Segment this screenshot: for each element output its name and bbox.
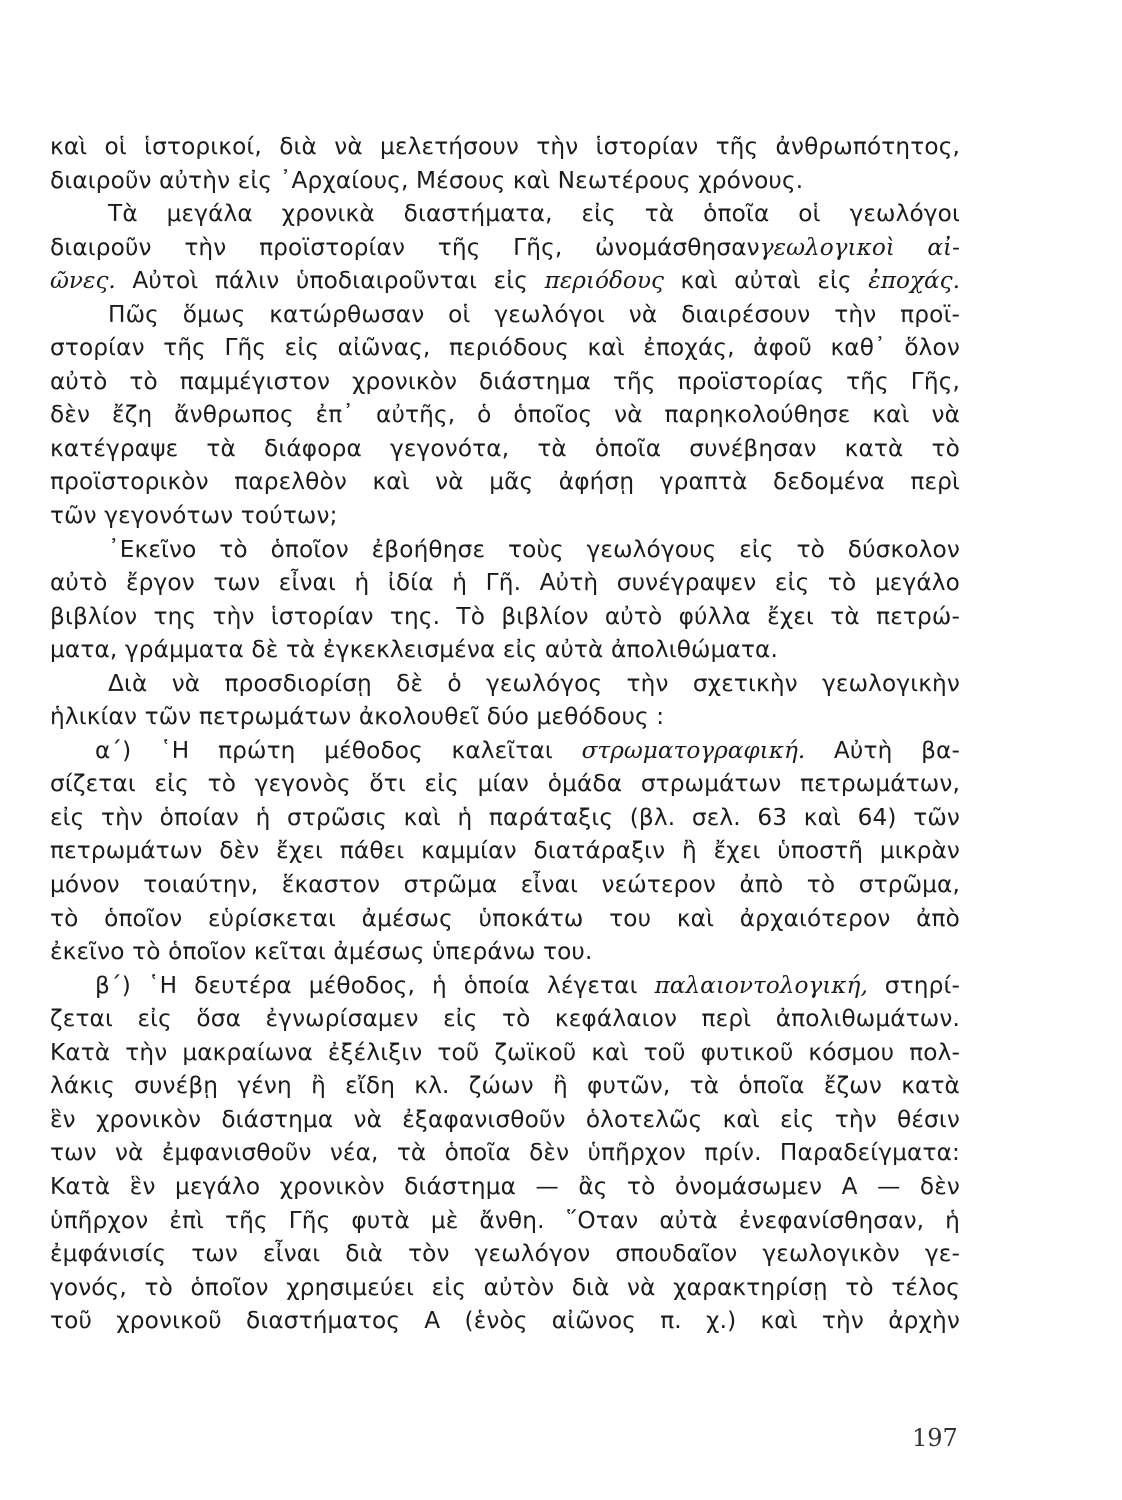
line-text: καὶ αὐταὶ εἰς xyxy=(663,267,869,295)
text-line xyxy=(50,1304,960,1338)
line-text: βιβλίον της τὴν ἱστορίαν της. Τὸ βιβλίον αὐτὸ φύλλα ἔχει τὰ πετρώ- xyxy=(50,602,960,630)
text-line xyxy=(50,902,960,936)
text-line xyxy=(50,667,960,701)
text-line xyxy=(50,1036,960,1070)
text-line xyxy=(50,801,960,835)
text-line xyxy=(50,834,960,868)
text-line xyxy=(50,633,960,667)
text-line xyxy=(50,935,960,969)
line-text: α΄) ῾Η πρώτη μέθοδος καλεῖται xyxy=(95,736,582,764)
text-line xyxy=(50,264,960,298)
text-line xyxy=(50,1237,960,1271)
text-line xyxy=(50,533,960,567)
page-text xyxy=(50,130,960,1338)
text-line xyxy=(50,1103,960,1137)
text-line xyxy=(50,465,960,499)
italic-term: περιόδους xyxy=(544,267,664,295)
line-text: στορίαν τῆς Γῆς εἰς αἰῶνας, περιόδους καὶ ἐποχάς, ἀφοῦ καθ᾿ ὅλον xyxy=(50,334,960,362)
text-line xyxy=(50,231,960,265)
text-line xyxy=(50,197,960,231)
line-text: τῶν γεγονότων τούτων; xyxy=(50,502,338,530)
italic-term: παλαιοντολογική, xyxy=(654,971,868,999)
text-line xyxy=(50,365,960,399)
text-line xyxy=(50,1271,960,1305)
text-line xyxy=(50,767,960,801)
line-text: ἐμφάνισίς των εἶναι διὰ τὸν γεωλόγον σπουδαῖον γεωλογικὸν γε- xyxy=(50,1240,960,1268)
text-line xyxy=(50,1136,960,1170)
line-text: ζεται εἰς ὅσα ἐγνωρίσαμεν εἰς τὸ κεφάλαιον περὶ ἀπολιθωμάτων. xyxy=(50,1005,960,1033)
line-text: Τὰ μεγάλα χρονικὰ διαστήματα, εἰς τὰ ὁποῖα οἱ γεωλόγοι xyxy=(108,200,960,228)
line-text: διαιροῦν τὴν προϊστορίαν τῆς Γῆς, ὠνομάσθησαν xyxy=(50,233,760,261)
line-text: ματα, γράμματα δὲ τὰ ἐγκεκλεισμένα εἰς αὐτὰ ἀπολιθώματα. xyxy=(50,636,779,664)
line-text: γονός, τὸ ὁποῖον χρησιμεύει εἰς αὐτὸν διὰ νὰ χαρακτηρίσῃ τὸ τέλος xyxy=(50,1273,960,1301)
line-text: προϊστορικὸν παρελθὸν καὶ νὰ μᾶς ἀφήσῃ γραπτὰ δεδομένα περὶ xyxy=(50,468,960,496)
line-text: τὸ ὁποῖον εὑρίσκεται ἀμέσως ὑποκάτω του καὶ ἀρχαιότερον ἀπὸ xyxy=(50,904,960,932)
italic-term: ῶνες. xyxy=(50,267,116,295)
text-line xyxy=(50,566,960,600)
text-line xyxy=(50,398,960,432)
line-text: εἰς τὴν ὁποίαν ἡ στρῶσις καὶ ἡ παράταξις (βλ. σελ. 63 καὶ 64) τῶν xyxy=(50,803,960,831)
line-text: Πῶς ὅμως κατώρθωσαν οἱ γεωλόγοι νὰ διαιρέσουν τὴν προϊ- xyxy=(108,300,960,328)
text-line xyxy=(50,164,960,198)
line-text: καὶ οἱ ἱστορικοί, διὰ νὰ μελετήσουν τὴν ἱστορίαν τῆς ἀνθρωπότητος, xyxy=(50,133,960,160)
line-text: Διὰ νὰ προσδιορίσῃ δὲ ὁ γεωλόγος τὴν σχετικὴν γεωλογικὴν xyxy=(108,669,960,697)
line-text: ἡλικίαν τῶν πετρωμάτων ἀκολουθεῖ δύο μεθόδους : xyxy=(50,703,665,731)
line-text: μόνον τοιαύτην, ἕκαστον στρῶμα εἶναι νεώτερον ἀπὸ τὸ στρῶμα, xyxy=(50,871,960,899)
text-line xyxy=(50,130,960,164)
line-text: κατέγραψε τὰ διάφορα γεγονότα, τὰ ὁποῖα συνέβησαν κατὰ τὸ xyxy=(50,434,960,462)
line-text: ἐκεῖνο τὸ ὁποῖον κεῖται ἀμέσως ὑπεράνω του. xyxy=(50,938,593,966)
italic-term: στρωματογραφική. xyxy=(581,736,806,764)
line-text: πετρωμάτων δὲν ἔχει πάθει καμμίαν διατάραξιν ἢ ἔχει ὑποστῆ μικρὰν xyxy=(50,837,960,865)
italic-term: γεωλογικοὶ αἰ- xyxy=(759,233,960,261)
line-text: δὲν ἔζη ἄνθρωπος ἐπ᾿ αὐτῆς, ὁ ὁποῖος νὰ παρηκολούθησε καὶ νὰ xyxy=(50,401,960,429)
text-line xyxy=(50,600,960,634)
line-text: διαιροῦν αὐτὴν εἰς ᾿Αρχαίους, Μέσους καὶ Νεωτέρους χρόνους. xyxy=(50,166,804,194)
text-line xyxy=(50,969,960,1003)
text-line xyxy=(50,331,960,365)
italic-term: ἐποχάς. xyxy=(868,267,960,295)
line-text: Αὐτὴ βα- xyxy=(805,736,960,764)
line-text: Κατὰ ἓν μεγάλο χρονικὸν διάστημα — ἂς τὸ ὀνομάσωμεν Α — δὲν xyxy=(50,1172,960,1200)
line-text: σίζεται εἰς τὸ γεγονὸς ὅτι εἰς μίαν ὁμάδα στρωμάτων πετρωμάτων, xyxy=(50,770,960,798)
text-line xyxy=(50,868,960,902)
text-line xyxy=(50,432,960,466)
text-line xyxy=(50,1204,960,1238)
line-text: β΄) ῾Η δευτέρα μέθοδος, ἡ ὁποία λέγεται xyxy=(95,971,655,999)
page-number: 197 xyxy=(912,1424,958,1452)
text-line xyxy=(50,298,960,332)
line-text: τοῦ χρονικοῦ διαστήματος Α (ἑνὸς αἰῶνος π. χ.) καὶ τὴν ἀρχὴν xyxy=(50,1307,960,1335)
text-line xyxy=(50,499,960,533)
line-text: ὑπῆρχον ἐπὶ τῆς Γῆς φυτὰ μὲ ἄνθη. ῞Οταν αὐτὰ ἐνεφανίσθησαν, ἡ xyxy=(50,1206,960,1234)
text-line xyxy=(50,1170,960,1204)
line-text: αὐτὸ τὸ παμμέγιστον χρονικὸν διάστημα τῆς προϊστορίας τῆς Γῆς, xyxy=(50,367,960,395)
line-text: λάκις συνέβῃ γένη ἢ εἴδη κλ. ζώων ἢ φυτῶν, τὰ ὁποῖα ἔζων κατὰ xyxy=(50,1072,960,1100)
line-text: στηρί- xyxy=(867,971,960,999)
line-text: ἓν χρονικὸν διάστημα νὰ ἐξαφανισθοῦν ὁλοτελῶς καὶ εἰς τὴν θέσιν xyxy=(50,1105,960,1133)
text-line xyxy=(50,1002,960,1036)
text-line xyxy=(50,700,960,734)
line-text: Αὐτοὶ πάλιν ὑποδιαιροῦνται εἰς xyxy=(115,267,545,295)
line-text: ᾿Εκεῖνο τὸ ὁποῖον ἐβοήθησε τοὺς γεωλόγους εἰς τὸ δύσκολον xyxy=(108,535,960,563)
text-line xyxy=(50,1069,960,1103)
line-text: των νὰ ἐμφανισθοῦν νέα, τὰ ὁποῖα δὲν ὑπῆρχον πρίν. Παραδείγματα: xyxy=(50,1139,960,1167)
line-text: αὐτὸ ἔργον των εἶναι ἡ ἰδία ἡ Γῆ. Αὐτὴ συνέγραψεν εἰς τὸ μεγάλο xyxy=(50,569,960,597)
text-line xyxy=(50,734,960,768)
line-text: Κατὰ τὴν μακραίωνα ἐξέλιξιν τοῦ ζωϊκοῦ καὶ τοῦ φυτικοῦ κόσμου πολ- xyxy=(50,1038,960,1066)
